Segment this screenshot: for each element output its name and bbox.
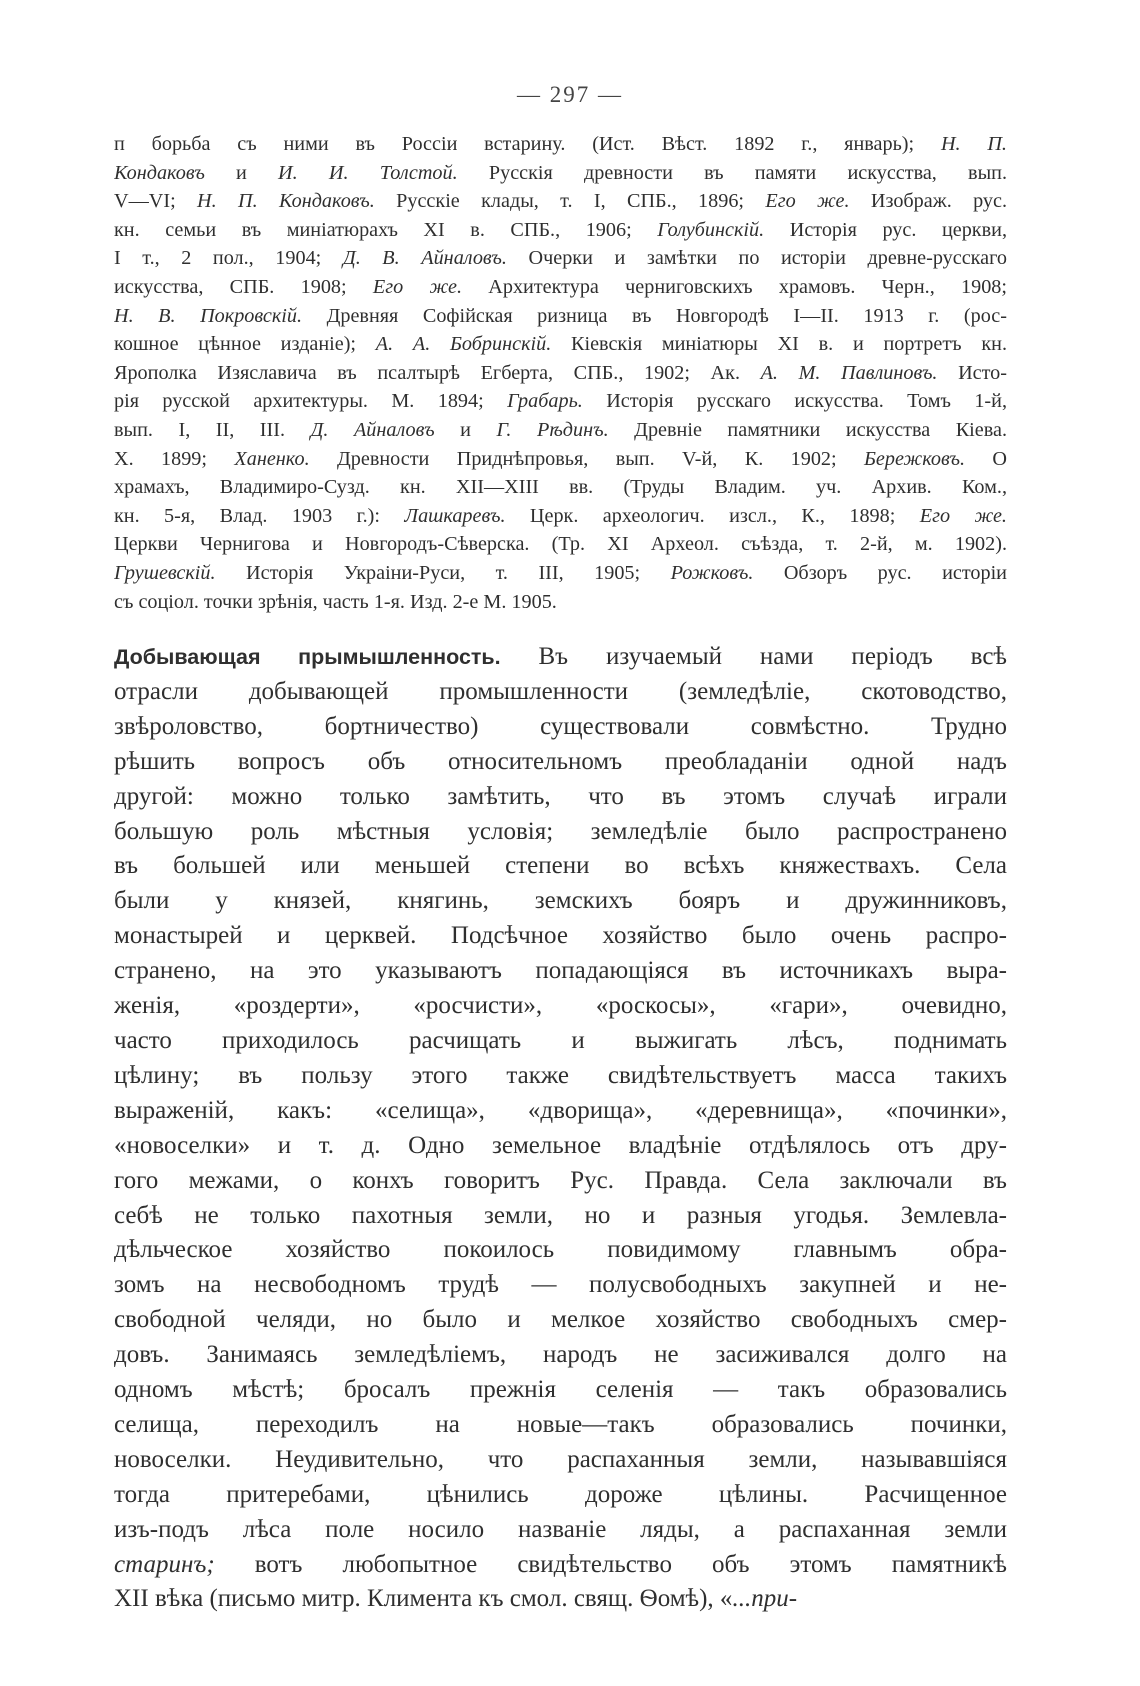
text-run: другой: можно только замѣтить, что въ этомъ случаѣ играли [114,782,1007,810]
text-run: Исто- [937,361,1007,384]
italic-text: Ханенко. [234,447,310,470]
main-text-line [114,1268,1007,1303]
text-run: гого межами, о конхъ говоритъ Рус. Правда. Села заключали въ [114,1166,1007,1194]
text-run: тогда притеребами, цѣнились дороже цѣлины. Расчищенное [114,1480,1007,1508]
text-run: Архитектура черниговскихъ храмовъ. Черн., 1908; [462,275,1007,298]
main-text-line [114,780,1007,815]
italic-text: А. А. Бобринскій. [375,333,552,356]
text-run: монастырей и церквей. Подсѣчное хозяйство было очень распро- [114,922,1007,950]
text-run: часто приходилось расчищать и выжигать лѣсъ, поднимать [114,1026,1007,1054]
text-run: XII вѣка (письмо митр. Климента къ смол. свящ. Ѳомѣ), « [114,1585,733,1613]
italic-text: Рожковъ. [670,561,754,584]
text-run: странено, на это указываютъ попадающіяся въ источникахъ выра- [114,957,1007,985]
text-run: и [204,161,279,184]
main-text-line [114,1373,1007,1408]
text-run: кн. 5-я, Влад. 1903 г.): [114,504,405,527]
text-run: и [434,418,497,441]
text-run: Х. 1899; [114,447,235,470]
text-run: большую роль мѣстныя условія; земледѣліе было распространено [114,817,1007,845]
main-text-line [114,710,1007,745]
text-run: Исторія Украіни-Руси, т. III, 1905; [215,561,671,584]
text-run: зомъ на несвободномъ трудѣ — полусвободныхъ закупней и не- [114,1271,1007,1299]
bibliography-line [114,244,1007,273]
bibliography-line [114,387,1007,416]
text-run: селища, переходилъ на новые—такъ образовались починки, [114,1410,1007,1438]
text-run: дѣльческое хозяйство покоилось повидимому главнымъ обра- [114,1236,1007,1264]
bibliography-line [114,359,1007,388]
main-text-line [114,1408,1007,1443]
bibliography-line [114,159,1007,188]
text-run: Древняя Софійская ризница въ Новгородѣ I—II. 1913 г. (рос- [302,304,1007,327]
italic-text: Его же. [765,190,850,213]
italic-text: И. И. Толстой. [278,161,458,184]
main-text-line [114,1478,1007,1513]
main-text-line [114,745,1007,780]
text-run: храмахъ, Владимиро-Сузд. кн. XII—XIII вв. (Труды Владим. уч. Архив. Ком., [114,476,1007,499]
italic-text: Его же. [919,504,1007,527]
text-run: изъ-подъ лѣса поле носило названіе ляды, а распаханная земли [114,1515,1007,1543]
text-run: отрасли добывающей промышленности (земледѣліе, скотоводство, [114,677,1007,705]
text-run: I т., 2 пол., 1904; [114,247,343,270]
bibliography-line [114,273,1007,302]
italic-text: Кондаковъ [114,161,205,184]
text-run: были у князей, княгинь, земскихъ бояръ и дружинниковъ, [114,887,1007,915]
italic-text: Н. В. Покровскій. [114,304,303,327]
italic-text: Н. П. [940,133,1007,155]
italic-text: Его же. [372,275,462,298]
bibliography-line [114,473,1007,502]
main-text-line [114,1024,1007,1059]
main-text-line [114,1094,1007,1129]
bibliography-footnote [114,130,1007,616]
bibliography-line [114,559,1007,588]
text-run: кн. семьи въ миніатюрахъ XI в. СПБ., 1906; [114,218,658,241]
main-text-line [114,919,1007,954]
main-text-line [114,1443,1007,1478]
text-run: Изображ. рус. [849,190,1007,213]
main-text-line [114,1582,1007,1617]
text-run: новоселки. Неудивительно, что распаханныя земли, называвшіяся [114,1445,1007,1473]
italic-text: Д. В. Айналовъ. [342,247,507,270]
text-run: Въ изучаемый нами періодъ всѣ [500,643,1007,670]
main-text-line [114,1164,1007,1199]
main-text-line [114,640,1007,675]
text-run: Русскіе клады, т. I, СПБ., 1896; [374,190,766,213]
main-text-line [114,849,1007,884]
text-run: выраженій, какъ: «селища», «дворища», «деревнища», «починки», [114,1096,1007,1124]
italic-text: Грушевскій. [114,561,216,584]
text-run: вотъ любопытное свидѣтельство объ этомъ памятникѣ [214,1550,1007,1578]
page-number: — 297 — [517,82,623,107]
bibliography-line [114,130,1007,159]
text-run: въ большей или меньшей степени во всѣхъ княжествахъ. Села [114,852,1007,880]
italic-text: Д. Айналовъ [310,418,435,441]
bibliography-line [114,187,1007,216]
bibliography-line [114,445,1007,474]
text-run: О [965,447,1007,470]
text-run: съ соціол. точки зрѣнія, часть 1-я. Изд. 2-е М. 1905. [114,590,557,613]
bibliography-line [114,416,1007,445]
text-run: V—VI; [114,190,198,213]
text-run: цѣлину; въ пользу этого также свидѣтельствуетъ масса такихъ [114,1061,1007,1089]
main-text-line [114,1199,1007,1234]
text-run: свободной челяди, но было и мелкое хозяйство свободныхъ смер- [114,1306,1007,1334]
italic-text: А. М. Павлиновъ. [760,361,938,384]
text-run: звѣроловство, бортничество) существовали совмѣстно. Трудно [114,712,1007,740]
italic-text: Грабарь. [507,390,583,413]
main-text-line [114,954,1007,989]
bibliography-line [114,530,1007,559]
text-run: Исторія русскаго искусства. Томъ 1-й, [582,390,1007,413]
main-text-line [114,1129,1007,1164]
section-heading: Добывающая прымышленность. [114,645,501,669]
main-text [114,640,1007,1617]
main-text-line [114,1338,1007,1373]
text-run: Ярополка Изяславича въ псалтырѣ Егберта, СПБ., 1902; Ак. [114,361,761,384]
text-run: п борьба съ ними въ Россіи встарину. (Ист. Вѣст. 1892 г., январь); [114,133,941,155]
text-run: себѣ не только пахотныя земли, но и разныя угодья. Землевла- [114,1201,1007,1229]
text-run: Кіевскія миніатюры XI в. и портретъ кн. [551,333,1007,356]
italic-text: Бережковъ. [864,447,966,470]
text-run: вып. I, II, III. [114,418,311,441]
main-text-line [114,1303,1007,1338]
main-text-line [114,884,1007,919]
text-run: Очерки и замѣтки по исторіи древне-русскаго [506,247,1007,270]
main-text-line [114,989,1007,1024]
italic-text: Г. Рѣдинъ. [496,418,609,441]
main-text-line [114,1513,1007,1548]
main-text-line [114,675,1007,710]
text-run: искусства, СПБ. 1908; [114,275,373,298]
italic-text: Н. П. Кондаковъ. [197,190,375,213]
bibliography-line [114,302,1007,331]
italic-text: Лашкаревъ. [404,504,506,527]
italic-text: ...при- [732,1585,798,1613]
italic-text: Голубинскій. [657,218,765,241]
bibliography-line [114,588,1007,617]
text-run: Русскія древности въ памяти искусства, вып. [457,161,1007,184]
text-run: рія русской архитектуры. М. 1894; [114,390,508,413]
bibliography-line [114,216,1007,245]
main-text-line [114,1548,1007,1583]
text-run: женія, «роздерти», «росчисти», «роскосы», «гари», очевидно, [114,992,1007,1020]
text-run: Церк. археологич. изсл., К., 1898; [505,504,920,527]
main-text-line [114,1059,1007,1094]
italic-text: старинъ; [114,1550,215,1578]
text-run: Исторія рус. церкви, [764,218,1007,241]
bibliography-line [114,330,1007,359]
text-run: Древности Приднѣпровья, вып. V-й, К. 1902; [309,447,865,470]
main-text-line [114,1233,1007,1268]
text-run: кошное цѣнное изданіе); [114,333,376,356]
main-text-line [114,815,1007,850]
text-run: рѣшить вопросъ объ относительномъ преобладаніи одной надъ [114,747,1007,775]
text-run: довъ. Занимаясь земледѣліемъ, народъ не засиживался долго на [114,1341,1007,1369]
text-run: Церкви Чернигова и Новгородъ-Сѣверска. (Тр. XI Археол. съѣзда, т. 2-й, м. 1902). [114,533,1007,556]
text-run: Обзоръ рус. исторіи [753,561,1007,584]
bibliography-line [114,502,1007,531]
text-run: Древніе памятники искусства Кіева. [608,418,1007,441]
text-run: «новоселки» и т. д. Одно земельное владѣніе отдѣлялось отъ дру- [114,1131,1007,1159]
text-run: одномъ мѣстѣ; бросалъ прежнія селенія — такъ образовались [114,1376,1007,1404]
